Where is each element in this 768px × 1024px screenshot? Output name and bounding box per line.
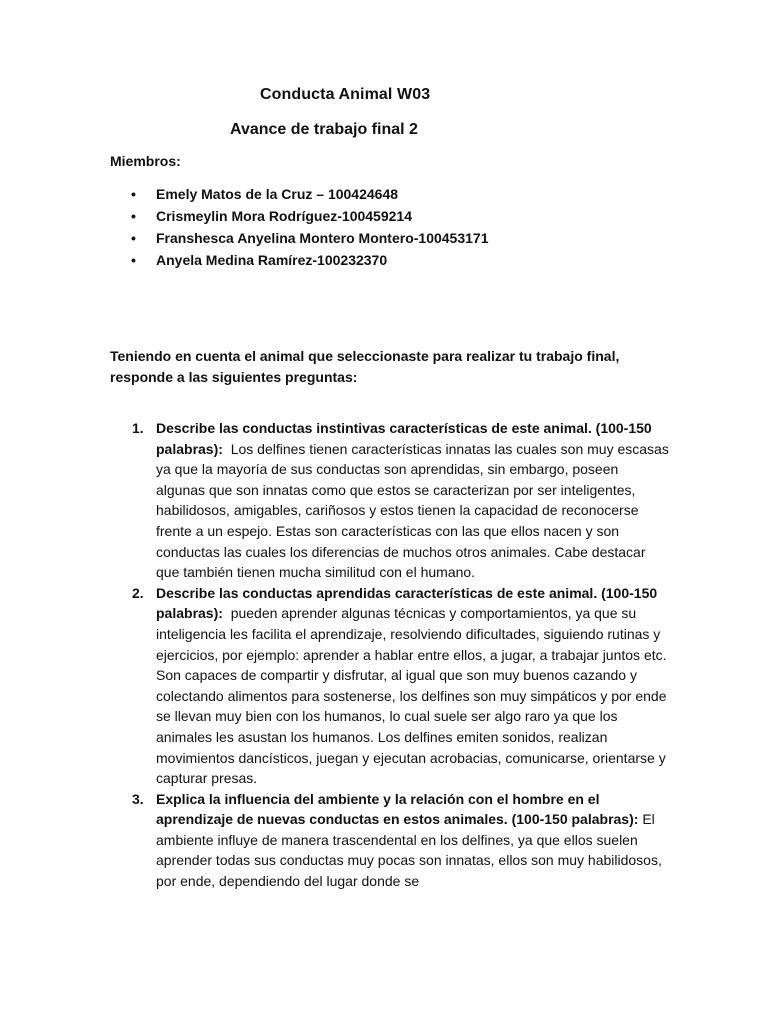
question-text: Describe las conductas instintivas características de este animal. (100-150 palabras): bbox=[156, 420, 652, 457]
answer-text: El ambiente influye de manera trascendental en los delfines, ya que ellos suelen aprender todas sus conductas muy pocas son innatas, ellos son muy habilidosos, por ende, dependiendo del lugar donde se bbox=[156, 811, 662, 890]
member-item bbox=[110, 227, 489, 249]
questions-list bbox=[110, 418, 670, 892]
member-name: Anyela Medina Ramírez-100232370 bbox=[156, 252, 388, 268]
member-item bbox=[110, 205, 489, 227]
question-item bbox=[110, 418, 670, 583]
member-name: Franshesca Anyelina Montero Montero-100453171 bbox=[156, 230, 489, 246]
question-number: 1. bbox=[132, 420, 144, 436]
question-text: Describe las conductas aprendidas características de este animal. (100-150 palabras): bbox=[156, 584, 658, 622]
question-number: 3. bbox=[132, 790, 144, 807]
intro-paragraph: Teniendo en cuenta el animal que seleccionaste para realizar tu trabajo final, responde a las siguientes preguntas: bbox=[110, 348, 620, 385]
bullet-icon: • bbox=[131, 208, 136, 224]
members-list bbox=[110, 183, 489, 271]
bullet-icon: • bbox=[131, 252, 136, 268]
document-title: Conducta Animal W03 bbox=[260, 86, 431, 103]
question-item bbox=[110, 583, 670, 789]
bullet-icon: • bbox=[131, 230, 136, 246]
document-subtitle: Avance de trabajo final 2 bbox=[230, 121, 418, 138]
member-item bbox=[110, 249, 489, 271]
question-number: 2. bbox=[132, 584, 144, 601]
member-name: Emely Matos de la Cruz – 100424648 bbox=[156, 186, 399, 202]
member-item bbox=[110, 183, 489, 205]
answer-text: pueden aprender algunas técnicas y comportamientos, ya que su inteligencia les facilita el aprendizaje, resolviendo dificultades, siguiendo rutinas y ejercicios, por ejemplo: aprender a hablar entre ellos, a jugar, a trabajar juntos etc. Son capaces de compartir y disfrutar, al igual que son muy buenos cazando y colectando alimentos para sostenerse, los delfines son muy simpáticos y por ende se llevan muy bien con los humanos, lo cual suele ser algo raro ya que los animales les asustan los humanos. Los delfines emiten sonidos, realizan movimientos dancísticos, juegan y ejecutan acrobacias, comunicarse, orientarse y capturar presas. bbox=[156, 605, 667, 787]
members-heading: Miembros: bbox=[110, 153, 181, 169]
question-text: Explica la influencia del ambiente y la relación con el hombre en el aprendizaje de nuevas conductas en estos animales. (100-150 palabras): bbox=[156, 790, 639, 828]
member-name: Crismeylin Mora Rodríguez-100459214 bbox=[156, 208, 412, 224]
bullet-icon: • bbox=[131, 186, 136, 202]
question-item bbox=[110, 789, 670, 892]
answer-text: Los delfines tienen características innatas las cuales son muy escasas ya que la mayoría de sus conductas son aprendidas, sin embargo, poseen algunas que son innatas como que estos se caracterizan por ser inteligentes, habilidosos, amigables, cariñosos y estos tienen la capacidad de reconocerse frente a un espejo. Estas son características con las que ellos nacen y son conductas las cuales los diferencias de muchos otros animales. Cabe destacar que también tienen mucha similitud con el humano. bbox=[156, 440, 669, 581]
